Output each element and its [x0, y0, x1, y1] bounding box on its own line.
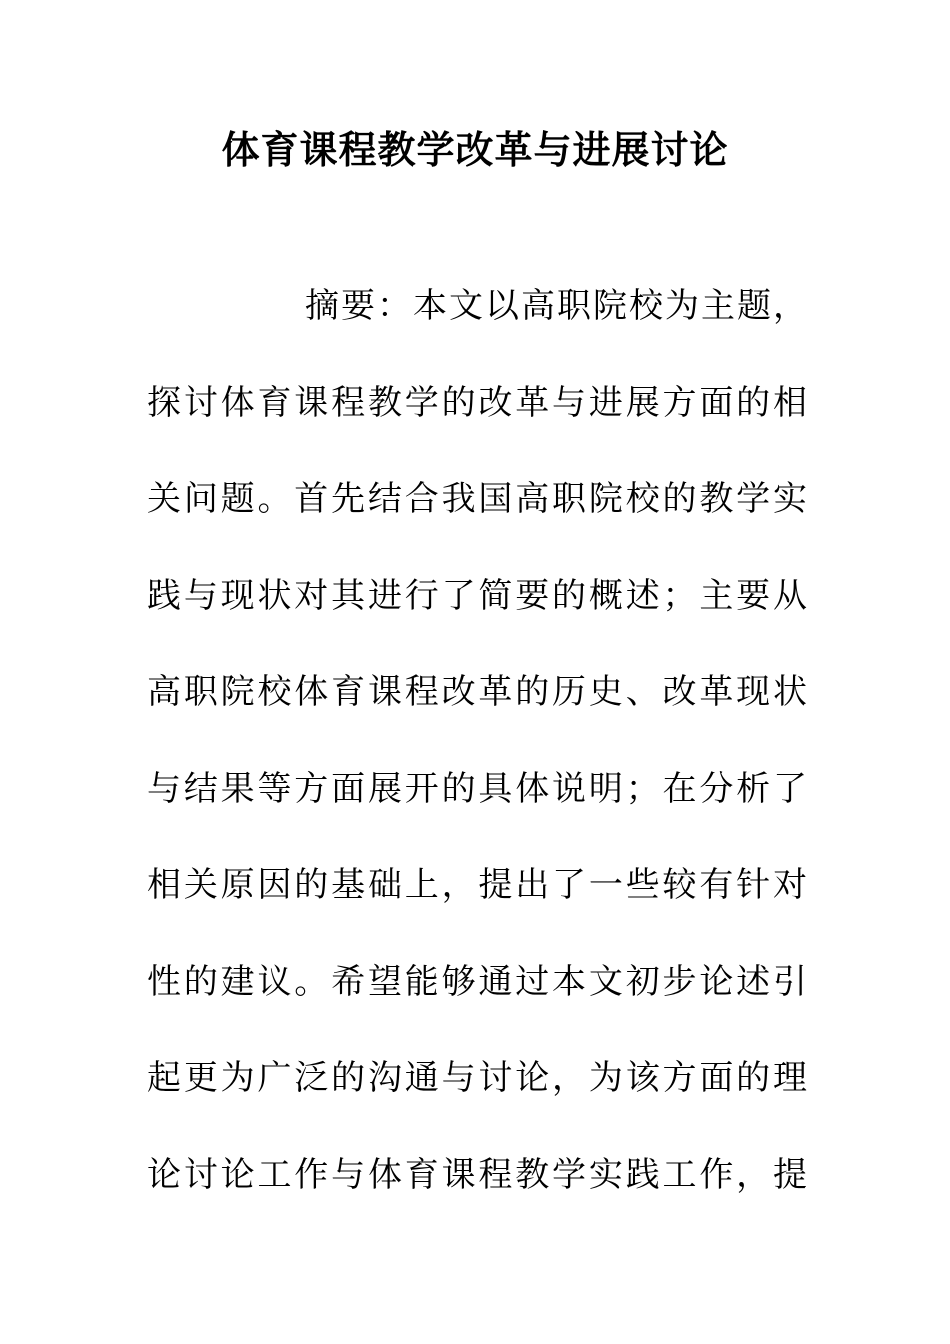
abstract-line: 论讨论工作与体育课程教学实践工作，提	[147, 1154, 807, 1195]
abstract-line: 与结果等方面展开的具体说明；在分析了	[147, 768, 807, 809]
abstract-line: 起更为广泛的沟通与讨论，为该方面的理	[147, 1058, 807, 1098]
abstract-line: 性的建议。希望能够通过本文初步论述引	[147, 961, 807, 1002]
abstract-paragraph	[147, 258, 807, 1223]
abstract-line: 探讨体育课程教学的改革与进展方面的相	[147, 382, 807, 423]
abstract-line: 摘要：本文以高职院校为主题，	[305, 286, 809, 326]
document-title: 体育课程教学改革与进展讨论	[221, 127, 729, 172]
abstract-line: 高职院校体育课程改革的历史、改革现状	[147, 672, 807, 712]
abstract-line: 关问题。首先结合我国高职院校的教学实	[147, 479, 807, 519]
abstract-line: 相关原因的基础上，提出了一些较有针对	[147, 865, 807, 905]
abstract-line: 践与现状对其进行了简要的概述；主要从	[147, 575, 807, 616]
